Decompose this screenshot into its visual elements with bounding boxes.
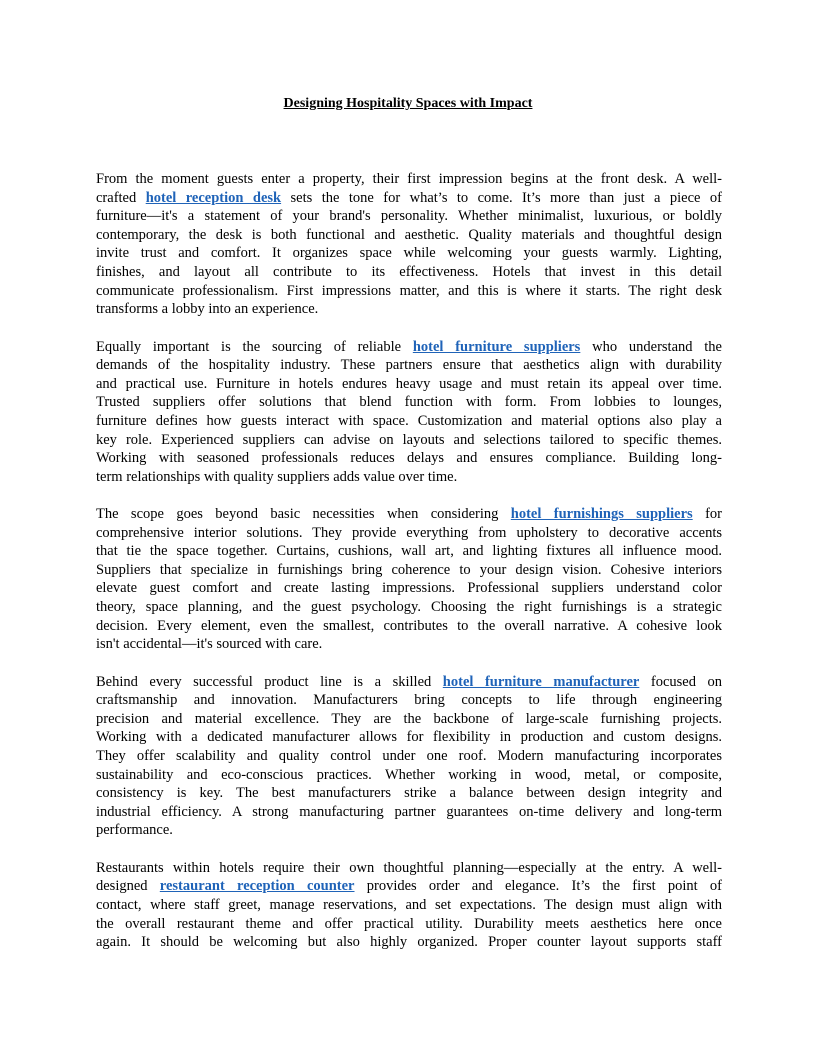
paragraph-3 [96,505,722,654]
text-line [96,915,722,934]
hyperlink[interactable]: hotel furniture suppliers [412,338,581,355]
text-line [96,728,722,747]
hyperlink[interactable]: hotel reception desk [145,189,282,206]
text-run: furniture defines how guests interact with space. Customization and material options also play a [96,412,722,429]
text-line [96,877,722,896]
text-run: Trusted suppliers offer solutions that blend function with form. From lobbies to lounges, [96,394,722,411]
text-line [96,282,722,301]
text-line [96,505,722,524]
text-run: transforms a lobby into an experience. [96,301,319,318]
document-body [96,170,722,952]
text-run: They offer scalability and quality control under one roof. Modern manufacturing incorporates [96,748,722,765]
text-run: designed [96,878,160,895]
text-line [96,784,722,803]
text-run: the overall restaurant theme and offer practical utility. Durability meets aesthetics here once [96,915,722,932]
paragraph-4 [96,673,722,840]
text-line [96,766,722,785]
hyperlink[interactable]: restaurant reception counter [159,878,355,895]
paragraph-spacer [96,319,722,338]
text-run: furniture—it's a statement of your brand's personality. Whether minimalist, luxurious, or boldly [96,208,722,225]
text-run: who understand the [580,338,722,355]
text-run: crafted [96,189,146,206]
text-line [96,598,722,617]
text-line [96,710,722,729]
text-line [96,412,722,431]
text-run: consistency is key. The best manufacturers strike a balance between design integrity and [96,785,722,802]
paragraph-2 [96,338,722,487]
text-run: comprehensive interior solutions. They provide everything from upholstery to decorative accents [96,524,722,541]
paragraph-spacer [96,486,722,505]
text-run: decision. Every element, even the smallest, contributes to the overall narrative. A cohesive look [96,617,722,634]
text-line [96,300,722,319]
text-line [96,896,722,915]
text-run: provides order and elegance. It’s the first point of [354,878,722,895]
text-run: key role. Experienced suppliers can advise on layouts and selections tailored to specific themes. [96,431,722,448]
text-line [96,803,722,822]
text-run: contemporary, the desk is both functional and aesthetic. Quality materials and thoughtful design [96,226,722,243]
hyperlink[interactable]: hotel furniture manufacturer [442,673,640,690]
paragraph-5 [96,859,722,952]
text-run: craftsmanship and innovation. Manufacturers bring concepts to life through engineering [96,692,722,709]
text-line [96,691,722,710]
text-run: sustainability and eco-conscious practices. Whether working in wood, metal, or composite, [96,766,722,783]
text-run: contact, where staff greet, manage reservations, and set expectations. The design must align with [96,896,722,913]
text-run: focused on [639,673,722,690]
text-run: finishes, and layout all contribute to its effectiveness. Hotels that invest in this detail [96,263,722,280]
text-line [96,189,722,208]
text-run: that tie the space together. Curtains, cushions, wall art, and lighting fixtures all influence mood. [96,543,722,560]
text-line [96,207,722,226]
text-line [96,542,722,561]
text-line [96,821,722,840]
page-title: Designing Hospitality Spaces with Impact [283,96,533,111]
text-line [96,449,722,468]
text-line [96,859,722,878]
text-line [96,338,722,357]
text-line [96,617,722,636]
text-run: communicate professionalism. First impressions matter, and this is where it starts. The right desk [96,282,722,299]
text-run: Working with seasoned professionals reduces delays and ensures compliance. Building long- [96,450,722,467]
text-run: term relationships with quality suppliers adds value over time. [96,468,458,485]
text-line [96,431,722,450]
text-run: Working with a dedicated manufacturer allows for flexibility in production and custom designs. [96,729,722,746]
text-run: theory, space planning, and the guest psychology. Choosing the right furnishings is a strategic [96,599,722,616]
text-run: elevate guest comfort and create lasting impressions. Professional suppliers understand color [96,580,722,597]
text-run: Suppliers that specialize in furnishings bring coherence to your design vision. Cohesive interiors [96,561,722,578]
text-line [96,244,722,263]
text-run: invite trust and comfort. It organizes space while welcoming your guests warmly. Lighting, [96,245,722,262]
text-run: From the moment guests enter a property, their first impression begins at the front desk. A well- [96,171,722,187]
text-line [96,933,722,952]
text-run: for [692,506,722,523]
text-run: isn't accidental—it's sourced with care. [96,636,323,653]
text-line [96,747,722,766]
text-line [96,375,722,394]
hyperlink[interactable]: hotel furnishings suppliers [510,506,693,523]
text-run: industrial efficiency. A strong manufacturing partner guarantees on-time delivery and long-term [96,803,722,820]
text-line [96,468,722,487]
text-run: and practical use. Furniture in hotels endures heavy usage and must retain its appeal over time. [96,375,722,392]
text-line [96,170,722,189]
text-run: Restaurants within hotels require their own thoughtful planning—especially at the entry. A well- [96,859,722,876]
text-run: performance. [96,822,173,839]
text-line [96,393,722,412]
text-line [96,635,722,654]
text-run: sets the tone for what’s to come. It’s more than just a piece of [281,189,723,206]
text-run: demands of the hospitality industry. These partners ensure that aesthetics align with durability [96,357,722,374]
paragraph-spacer [96,840,722,859]
text-line [96,524,722,543]
text-run: Equally important is the sourcing of reliable [96,338,413,355]
text-run: again. It should be welcoming but also highly organized. Proper counter layout supports staff [96,934,722,951]
text-line [96,673,722,692]
text-line [96,356,722,375]
text-line [96,226,722,245]
text-line [96,561,722,580]
paragraph-1 [96,170,722,319]
paragraph-spacer [96,654,722,673]
text-line [96,579,722,598]
text-run: The scope goes beyond basic necessities when considering [96,506,511,523]
text-run: precision and material excellence. They are the backbone of large-scale furnishing projects. [96,710,722,727]
text-run: Behind every successful product line is a skilled [96,673,443,690]
text-line [96,263,722,282]
